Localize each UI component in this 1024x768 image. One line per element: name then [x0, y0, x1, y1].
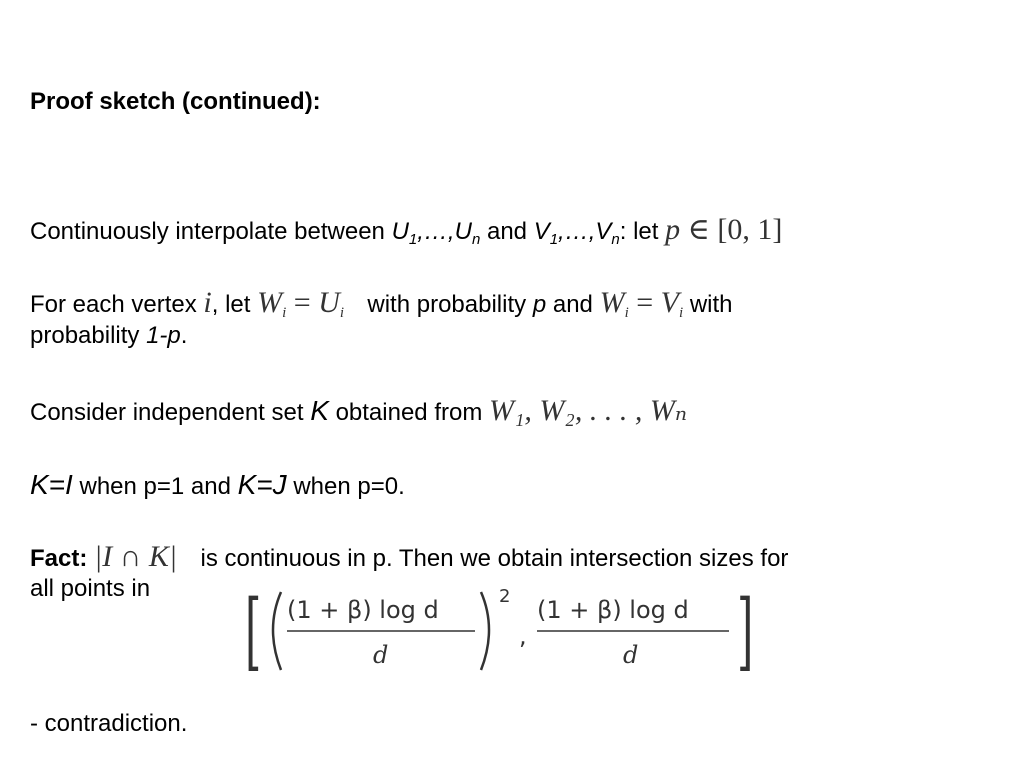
when-p1-text: when p=1 and: [79, 473, 231, 500]
left-paren: [273, 592, 281, 670]
intersection-abs-math: |I ∩ K|: [94, 540, 178, 573]
independent-set-paragraph: [30, 393, 687, 429]
vertex-paragraph-line1: [30, 285, 733, 322]
denominator-2: d: [623, 641, 639, 669]
let-text-2: , let: [211, 291, 251, 318]
and-text: and: [486, 218, 528, 245]
p-in-interval-math: p ∈ [0, 1]: [665, 213, 783, 246]
k-symbol: K: [310, 395, 329, 426]
with-probability-text: with probability: [367, 291, 527, 318]
w-equals-v-math: $W_i = V_i$: [599, 286, 684, 321]
probability-text: probability: [30, 322, 140, 349]
numerator-1: (1 + β) log d: [287, 596, 439, 624]
consider-text: Consider independent set: [30, 399, 304, 426]
denominator-1: d: [373, 641, 389, 669]
one-minus-p: 1-p: [146, 322, 181, 349]
with-text: with: [689, 291, 733, 318]
fact-text: is continuous in p. Then we obtain intersection sizes for: [200, 545, 789, 572]
numerator-2: (1 + β) log d: [537, 596, 689, 624]
interpolate-text: Continuously interpolate between: [30, 218, 385, 245]
vertex-i-math: i: [203, 286, 212, 319]
p-symbol: p: [532, 291, 547, 318]
w-equals-u-math: $W_i = U_i$: [257, 286, 345, 321]
interval-formula: [245, 581, 754, 681]
let-text: : let: [619, 218, 659, 245]
when-p0-text: when p=0.: [293, 473, 405, 500]
right-square-bracket: ]: [737, 581, 754, 681]
left-square-bracket: [: [245, 581, 262, 681]
contradiction-text: - contradiction.: [30, 710, 188, 737]
u-sequence: $U_1,\dots,U_n$: [391, 218, 481, 248]
fact-paragraph-line2: [30, 575, 150, 604]
interpolate-paragraph: [30, 212, 782, 249]
vertex-paragraph-line2: probability 1-p.: [30, 322, 188, 349]
k-equals-j: K=J: [237, 469, 287, 500]
exponent: 2: [499, 586, 511, 607]
fact-paragraph-line1: [30, 539, 788, 575]
proof-heading: Proof sketch (continued):: [30, 88, 321, 115]
k-cases-paragraph: [30, 468, 405, 502]
right-paren: [481, 592, 489, 670]
v-sequence: $V_1,\dots,V_n$: [533, 218, 620, 248]
fact-label: Fact:: [30, 545, 88, 572]
for-each-vertex-text: For each vertex: [30, 291, 197, 318]
formula-comma: ,: [519, 622, 527, 650]
and-text-2: and: [552, 291, 593, 318]
obtained-from-text: obtained from: [335, 399, 483, 426]
w-sequence-math: W₁, W₂, . . . , Wₙ: [489, 394, 687, 427]
all-points-text: all points in: [30, 575, 151, 602]
k-equals-i: K=I: [30, 469, 73, 500]
